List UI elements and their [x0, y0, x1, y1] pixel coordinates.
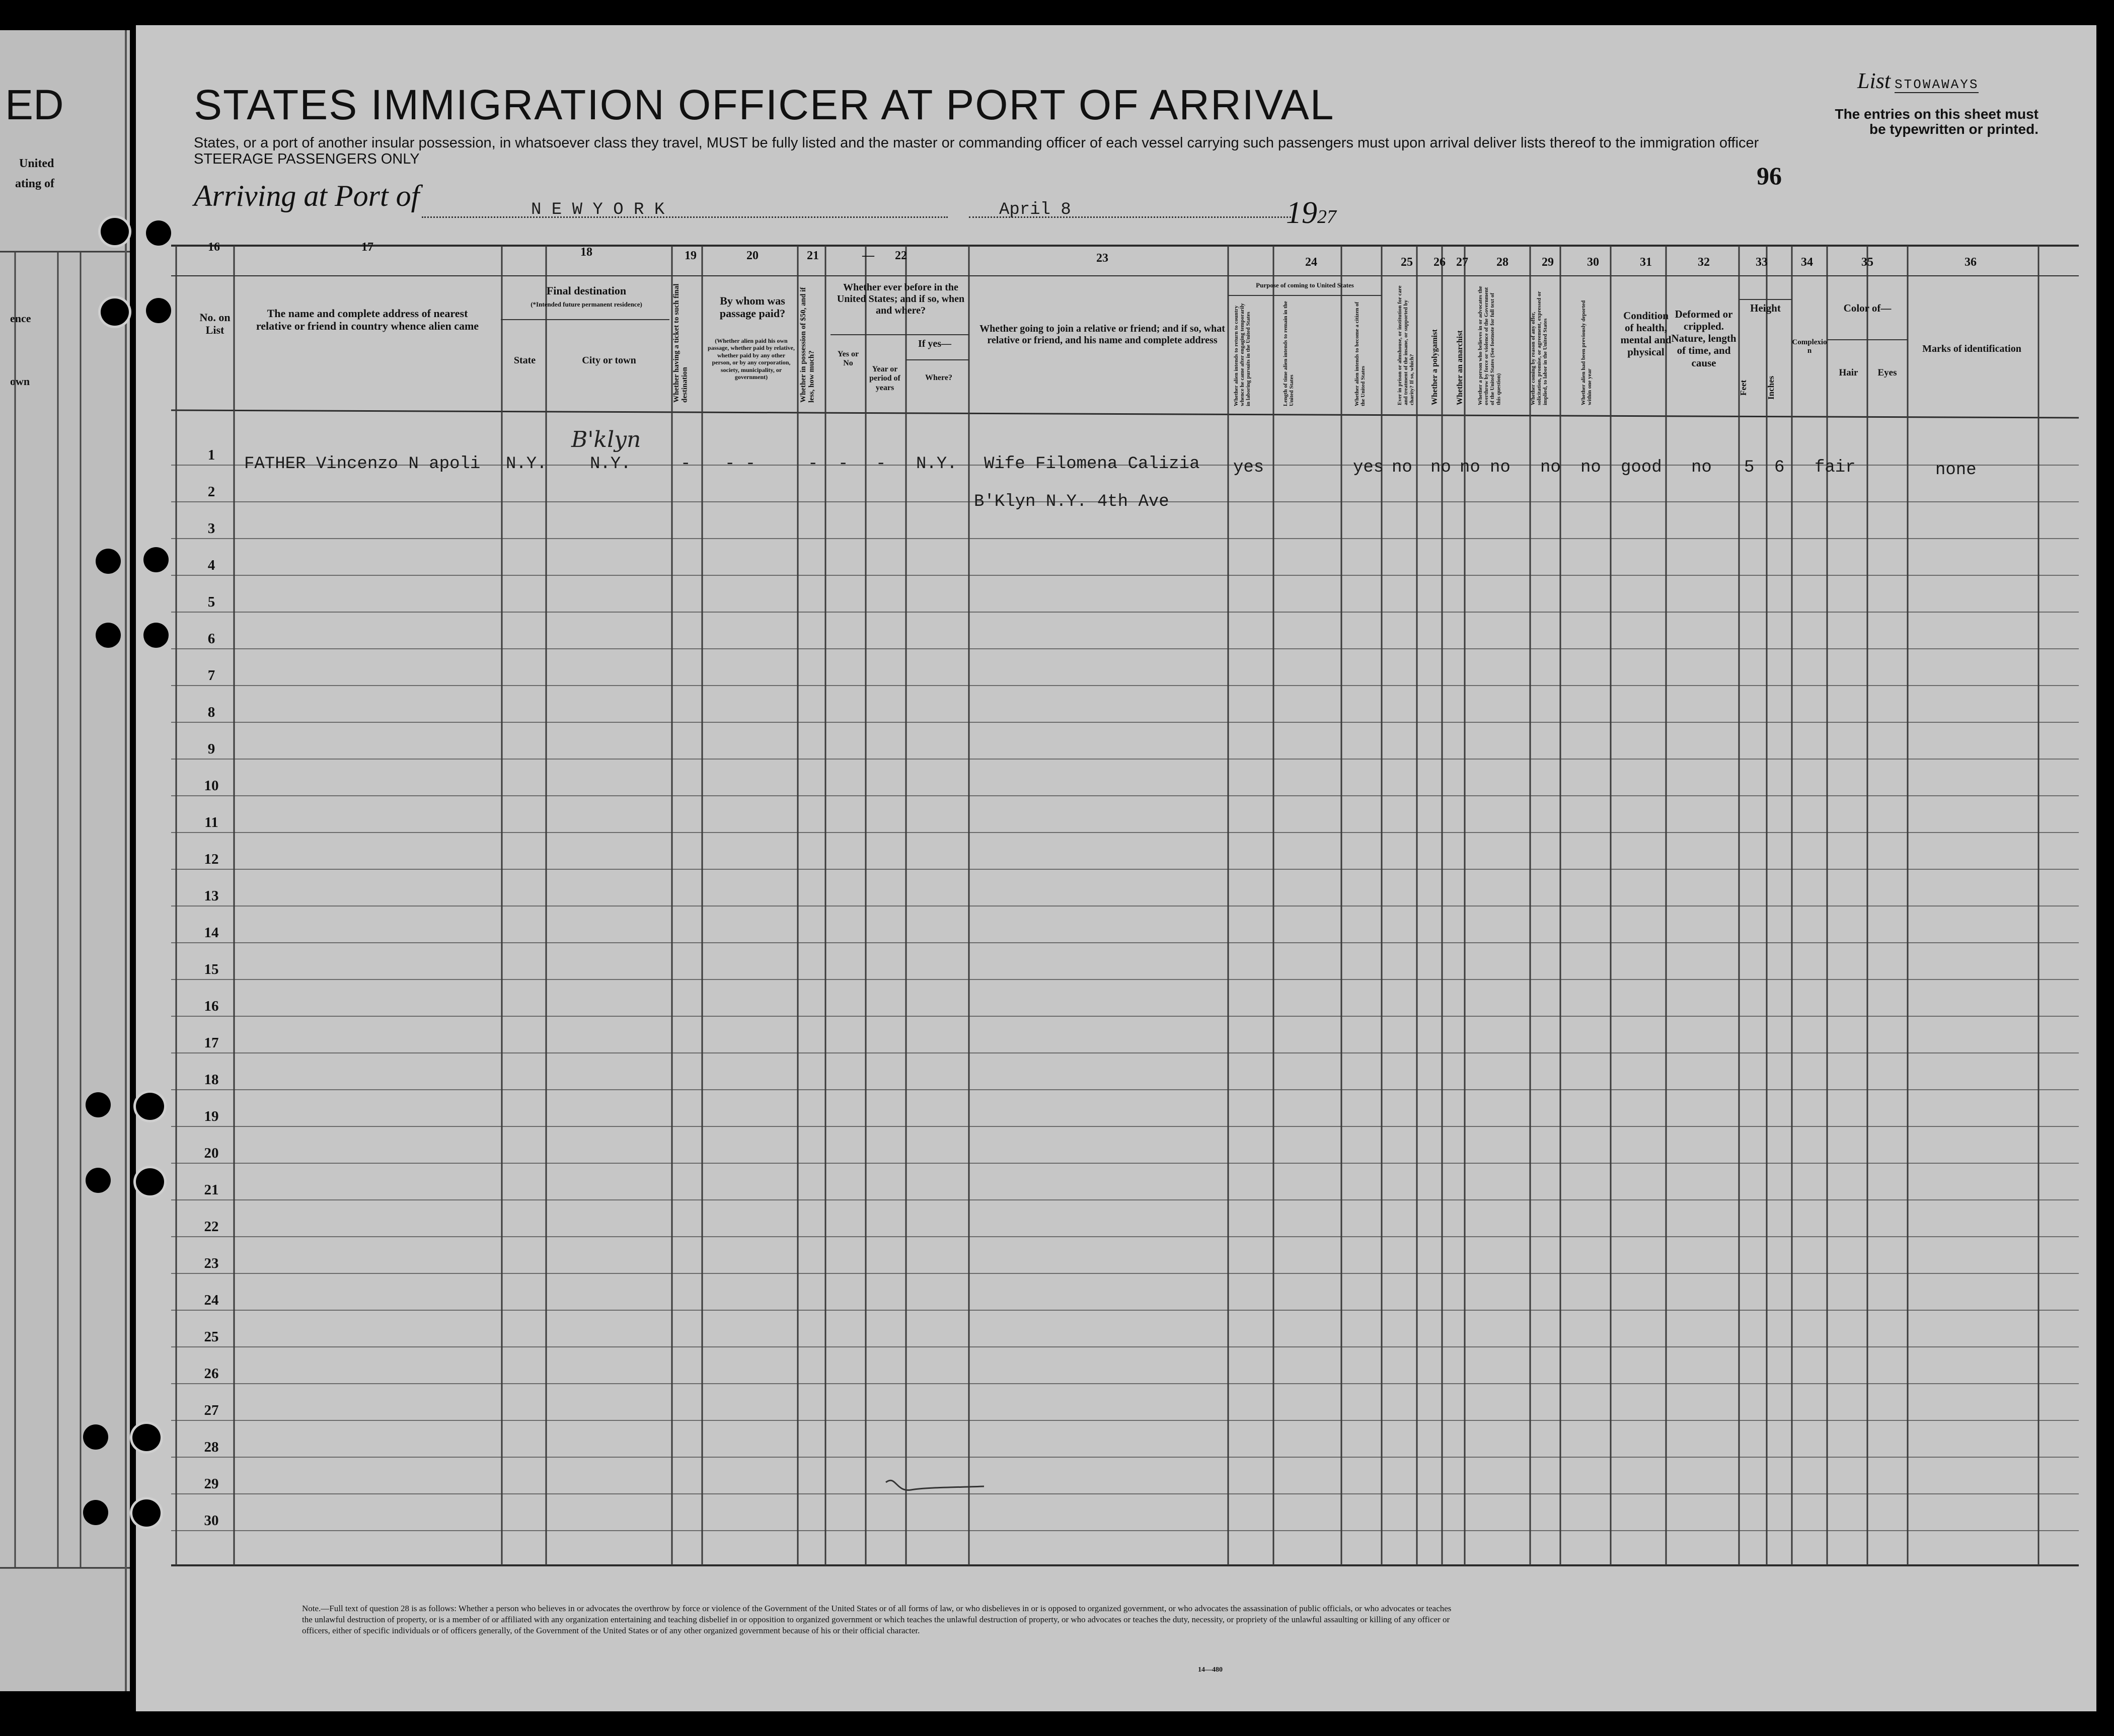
- row-number: 5: [207, 594, 215, 610]
- entry-fifty-dollars: -: [808, 455, 818, 474]
- row-number: 29: [204, 1476, 219, 1492]
- column-number-17: 17: [361, 241, 373, 254]
- punch-hole: [98, 296, 131, 328]
- punch-hole: [96, 623, 121, 648]
- column-number-20: 20: [746, 249, 759, 262]
- row-number: 12: [204, 851, 219, 867]
- year-prefix: 19: [1286, 196, 1317, 230]
- row-number: 10: [204, 778, 219, 794]
- column-number-31: 31: [1640, 256, 1652, 269]
- entry-year-period: -: [876, 455, 886, 474]
- row-number: 30: [204, 1513, 219, 1529]
- header-condition-of-health: Condition of health, mental and physical: [1620, 310, 1672, 358]
- punch-hole: [133, 1166, 167, 1198]
- punch-hole: [143, 623, 169, 648]
- form-code: 14—480: [1198, 1666, 1223, 1674]
- column-number-34: 34: [1801, 256, 1813, 269]
- steerage-label: STEERAGE PASSENGERS ONLY: [194, 151, 420, 167]
- row-number: 21: [204, 1182, 219, 1198]
- header-return-intent: Whether alien intends to return to country whence he came after engaging temporarily in laboring pursuits in the United States: [1233, 303, 1252, 406]
- row-number: 19: [204, 1108, 219, 1124]
- column-number-26: 26: [1433, 256, 1446, 269]
- entry-anarchist: no: [1460, 458, 1480, 477]
- header-purpose: Purpose of coming to United States: [1256, 281, 1354, 289]
- header-by-whom-paid: By whom was passage paid?: [719, 294, 786, 320]
- form-instructions: States, or a port of another insular possession, in whatsoever class they travel, MUST be fully listed and the master or commanding officer of each vessel carrying such passengers must upon arrival deliver lists thereof to the immigration officer: [194, 135, 1759, 151]
- header-hair: Hair: [1839, 367, 1858, 378]
- entry-state: N.Y.: [506, 455, 547, 474]
- header-deformed: Deformed or crippled. Nature, length of time, and cause: [1671, 308, 1736, 369]
- header-final-destination: Final destination: [546, 284, 627, 297]
- entry-deported: no: [1580, 458, 1601, 477]
- header-year-or-period: Year or period of years: [869, 365, 900, 392]
- punch-hole: [98, 215, 131, 248]
- footnote: Note.—Full text of question 28 is as follows: Whether a person who believes in or advocates the overthrow by force or violence of the Government of the United States or of all forms of law, or who disbelieves in or is opposed to organized government, or who advocates the assassination of public officials, or who advocates or teaches the unlawful destruction of property, or is a member of or affiliated with any organization entertaining and teaching disbelief in or opposition to organized government or which teaches the unlawful destruction of property, or who advocates or teaches the duty, necessity, or propriety of the unlawful assaulting or killing of any officer or officers, either of specific individuals or of officers generally, of the Government of the United States or of any other organized government because of his or their official character.: [302, 1604, 1452, 1635]
- left-page-text-fragment: United: [19, 157, 54, 170]
- column-22-dash: —: [862, 249, 874, 262]
- row-number: 2: [207, 484, 215, 500]
- punch-hole: [83, 1500, 108, 1525]
- entries-note-line: The entries on this sheet must: [1835, 106, 2038, 122]
- row-number: 26: [204, 1366, 219, 1382]
- entry-paid-by: - -: [725, 455, 756, 474]
- row-number: 17: [204, 1035, 219, 1051]
- header-where: Where?: [925, 373, 952, 382]
- column-number-29: 29: [1542, 256, 1554, 269]
- punch-hole: [86, 1092, 111, 1117]
- header-length-of-stay: Length of time alien intends to remain in the United States: [1282, 301, 1295, 406]
- header-question-28: Whether a person who believes in or advocates the overthrow by force or violence of the Government of the United States (See footnote for full text of this question): [1477, 286, 1502, 405]
- column-number-18: 18: [580, 246, 592, 259]
- row-number: 18: [204, 1072, 219, 1088]
- punch-hole: [143, 547, 169, 572]
- column-number-23: 23: [1096, 252, 1108, 265]
- entry-ever-before: -: [838, 455, 849, 474]
- list-label: List: [1857, 68, 1891, 93]
- sheet-number: 96: [1757, 162, 1782, 190]
- column-number-24: 24: [1305, 256, 1317, 269]
- header-marks-identification: Marks of identification: [1922, 343, 2021, 354]
- row-number: 23: [204, 1255, 219, 1271]
- entry-height-inches: 6: [1774, 458, 1785, 477]
- punch-hole: [130, 1421, 163, 1454]
- punch-hole: [83, 1424, 108, 1450]
- entry-return-intent: yes: [1233, 458, 1264, 477]
- entry-height-feet: 5: [1744, 458, 1755, 477]
- row-number: 8: [207, 704, 215, 720]
- header-ticket: Whether having a ticket to such final destination: [672, 283, 689, 403]
- row-number: 16: [204, 998, 219, 1014]
- entry-where: N.Y.: [916, 455, 957, 474]
- entry-question-28: no: [1490, 458, 1511, 477]
- header-inches: Inches: [1766, 375, 1776, 400]
- entry-citizen-intent: yes: [1353, 458, 1384, 477]
- header-city-or-town: City or town: [582, 355, 636, 366]
- row-number: 20: [204, 1145, 219, 1161]
- punch-hole: [96, 549, 121, 574]
- header-if-yes: If yes—: [918, 338, 952, 349]
- column-number-16: 16: [208, 241, 220, 254]
- header-prison-almshouse: Ever in prison or almshouse, or institution for care and treatment of the insane, or supported by charity? If so, which?: [1397, 285, 1415, 405]
- punch-hole: [146, 220, 171, 246]
- column-number-33: 33: [1756, 256, 1768, 269]
- port-value: N E W Y O R K: [531, 200, 665, 219]
- left-page-text-fragment: own: [10, 375, 30, 388]
- entry-prison: no: [1392, 458, 1412, 477]
- column-number-22: 22: [895, 249, 907, 262]
- header-deported: Whether alien had been previously deported within one year: [1580, 300, 1593, 405]
- row-number: 13: [204, 888, 219, 904]
- row-number: 25: [204, 1329, 219, 1345]
- header-state: State: [513, 355, 536, 366]
- header-joining-relative: Whether going to join a relative or friend; and if so, what relative or friend, and his name and complete address: [979, 323, 1225, 346]
- entry-city-handwritten: B'klyn: [571, 427, 641, 452]
- form-title: STATES IMMIGRATION OFFICER AT PORT OF ARRIVAL: [194, 81, 1335, 128]
- arriving-label: Arriving at Port of: [194, 179, 420, 212]
- header-labor-offer: Whether coming by reason of any offer, solicitation, promise, or agreement, expressed or implied, to labor in the United States: [1530, 291, 1549, 405]
- header-fifty-dollars: Whether in possession of $50, and if less, how much?: [799, 287, 816, 403]
- row-number: 6: [207, 631, 215, 647]
- column-number-32: 32: [1698, 256, 1710, 269]
- column-number-19: 19: [685, 249, 697, 262]
- header-height: Height: [1750, 302, 1781, 314]
- punch-hole: [146, 298, 171, 323]
- header-ever-before-in-us: Whether ever before in the United States; and if so, when and where?: [837, 282, 965, 316]
- column-number-36: 36: [1965, 256, 1977, 269]
- row-number: 22: [204, 1219, 219, 1235]
- row-number: 7: [207, 667, 215, 684]
- year-value: [1286, 195, 1336, 231]
- pencil-mark: [881, 1472, 992, 1502]
- left-page-heading-fragment: ED: [5, 81, 64, 128]
- row-number: 11: [204, 814, 218, 831]
- row-number: 27: [204, 1402, 219, 1418]
- entry-joining-relative-line1: Wife Filomena Calizia: [984, 455, 1200, 474]
- year-suffix: 27: [1317, 206, 1336, 228]
- header-by-whom-note: (Whether alien paid his own passage, whether paid by relative, whether paid by any other person, or by any corporation, society, municipality, or government): [708, 337, 795, 381]
- header-citizen-intent: Whether alien intends to become a citizen of the United States: [1354, 301, 1367, 406]
- entries-note-line: be typewritten or printed.: [1869, 121, 2038, 137]
- column-number-30: 30: [1587, 256, 1599, 269]
- row-number: 3: [207, 520, 215, 537]
- row-number: 1: [207, 447, 215, 463]
- list-value: STOWAWAYS: [1895, 77, 1979, 92]
- header-polygamist: Whether a polygamist: [1430, 329, 1439, 405]
- row-number: 14: [204, 925, 219, 941]
- header-anarchist: Whether an anarchist: [1456, 330, 1464, 405]
- row-number: 9: [207, 741, 215, 757]
- row-number: 28: [204, 1439, 219, 1455]
- column-number-25: 25: [1401, 256, 1413, 269]
- header-feet: Feet: [1739, 380, 1748, 396]
- row-number: 24: [204, 1292, 219, 1308]
- entry-nearest-relative: FATHER Vincenzo N apoli: [244, 455, 481, 474]
- header-yes-or-no: Yes or No: [837, 350, 859, 368]
- entry-ticket: -: [681, 455, 691, 474]
- column-number-21: 21: [807, 249, 819, 262]
- entry-labor-offer: no: [1540, 458, 1561, 477]
- row-number: 4: [207, 557, 215, 573]
- entry-joining-relative-line2: B'Klyn N.Y. 4th Ave: [974, 492, 1169, 511]
- header-nearest-relative: The name and complete address of nearest relative or friend in country whence alien came: [256, 307, 479, 333]
- header-complexion: Complexion: [1792, 338, 1827, 355]
- entries-note: [1792, 107, 2038, 137]
- left-page-text-fragment: ating of: [15, 177, 54, 190]
- entry-health: good: [1621, 458, 1662, 477]
- port-underline: [422, 216, 948, 218]
- entry-polygamist: no: [1430, 458, 1451, 477]
- list-field: [1857, 68, 1979, 94]
- row-number: 15: [204, 961, 219, 977]
- date-value: April 8: [999, 200, 1071, 219]
- entry-complexion: fair: [1815, 458, 1856, 477]
- column-number-28: 28: [1496, 256, 1508, 269]
- column-number-35: 35: [1861, 256, 1873, 269]
- entry-city-typed: N.Y.: [590, 455, 631, 474]
- header-color-of: Color of—: [1843, 302, 1892, 314]
- punch-hole: [86, 1168, 111, 1193]
- punch-hole: [133, 1090, 167, 1122]
- header-no-on-list: No. on List: [199, 311, 231, 337]
- column-number-27: 27: [1456, 256, 1468, 269]
- header-eyes: Eyes: [1877, 367, 1897, 378]
- left-page-text-fragment: ence: [10, 312, 31, 325]
- punch-hole: [130, 1497, 163, 1529]
- header-final-destination-note: (*Intended future permanent residence): [531, 300, 642, 308]
- entry-deformed: no: [1691, 458, 1712, 477]
- entry-marks: none: [1935, 461, 1977, 480]
